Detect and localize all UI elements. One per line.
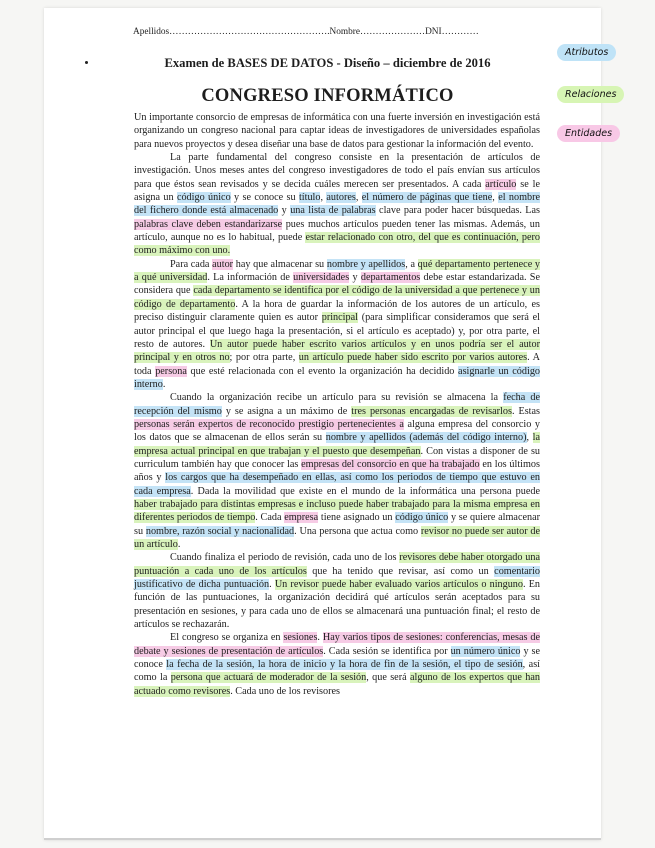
text-run: . Cada uno de los revisores (230, 685, 340, 697)
paragraph (134, 111, 540, 151)
atributo-highlight: asignarle un código interno (134, 365, 541, 390)
paragraph (134, 258, 540, 391)
text-run: que esté relacionada con el evento la organización ha decidido (186, 365, 459, 377)
text-run: , (526, 432, 533, 444)
text-run: El congreso se organiza en (170, 632, 284, 644)
text-run: se le asigna un (134, 178, 541, 204)
text-run: , (355, 192, 362, 204)
atributo-highlight: comentario justificativo de dicha puntuación (134, 565, 540, 591)
atributo-highlight: nombre y apellidos (326, 258, 406, 270)
atributo-highlight: una lista de palabras (290, 205, 376, 217)
student-info-line: Apellidos…………………………………………….Nombre…………………DNI………… (133, 27, 479, 37)
text-run: . (162, 378, 166, 390)
legend-relaciones: Relaciones (557, 86, 624, 103)
text-run: . A toda (134, 352, 541, 377)
atributo-highlight: autores (326, 192, 356, 204)
text-run: , a (405, 258, 418, 270)
entidad-highlight: departamentos (360, 272, 421, 284)
text-run: , (492, 192, 499, 204)
atributo-highlight: código único (176, 192, 231, 204)
text-run: debe estar estandarizada. Se considera que (134, 272, 540, 297)
atributo-highlight: código único (395, 512, 449, 524)
atributo-highlight: fecha de recepción del mismo (134, 392, 541, 417)
page-bottom-edge (44, 838, 601, 840)
entidad-highlight: autor (212, 258, 234, 270)
relacion-highlight: Un revisor puede haber evaluado varios artículos o ninguno (274, 579, 523, 591)
atributo-highlight: el nombre del fichero donde está almacenado (134, 192, 541, 217)
exam-title: Examen de BASES DE DATOS - Diseño – diciembre de 2016 (164, 56, 491, 70)
text-run: . (177, 539, 181, 550)
text-run: en los últimos años y (134, 458, 540, 484)
entidad-highlight: persona (155, 365, 187, 377)
text-run: . Estas (511, 405, 541, 417)
text-run: ; por otra parte, (229, 352, 299, 364)
relacion-highlight: tres personas encargadas de revisarlos (351, 405, 512, 417)
paragraph (134, 151, 540, 258)
text-run: y se asigna a un máximo de (221, 405, 352, 417)
atributo-highlight: nombre, razón social y nacionalidad (145, 525, 295, 537)
text-run: (para simplificar consideramos que será el autor principal el que luego haga la presentación, si el artículo es aceptado) y, por otra parte, el resto de autores. (134, 312, 540, 350)
entidad-highlight: Hay varios tipos de sesiones: conferencias, mesas de debate y sesiones de presentación de artículos (134, 632, 540, 657)
text-run: tiene asignado un (318, 512, 396, 524)
relacion-highlight: alguno de los expertos que han actuado como revisores (134, 672, 540, 697)
atributo-highlight: el número de páginas que tiene (361, 192, 493, 204)
text-run: hay que almacenar su (233, 258, 327, 270)
text-run: . Dada la movilidad que existe en el mundo de la informática una persona puede (190, 485, 540, 497)
relacion-highlight: haber trabajado para distintas empresas e incluso puede haber trabajado para la misma empresa en diferentes periodos de tiempo (134, 498, 540, 524)
relacion-highlight: qué departamento pertenece y a qué universidad (134, 258, 540, 284)
text-run: Cuando finaliza el periodo de revisión, cada uno de los (170, 552, 400, 564)
text-run: . Con vistas a disponer de su curriculum también hay que conocer las (134, 445, 541, 470)
text-run: y se quiere almacenar su (134, 512, 540, 537)
text-run: . Cada sesión se identifica por (323, 645, 451, 657)
main-title: CONGRESO INFORMÁTICO (201, 86, 454, 106)
text-run: y se conoce (134, 645, 540, 671)
paragraph (134, 551, 540, 631)
relacion-highlight: revisores debe haber otorgado una puntuación a cada uno de los artículos (134, 552, 540, 577)
text-run: y se conoce su (230, 192, 299, 204)
text-run: . En función de las puntuaciones, la organización decidirá qué artículos serán aceptados para su presentación en sesiones, y para cada uno de ellos se almacenará una puntuación final; el resto de artículos se rechazarán. (134, 579, 541, 631)
text-run: . A la hora de guardar la información de los autores de un artículo, es preciso distinguir claramente quien es autor (134, 298, 540, 324)
text-run: , (320, 192, 327, 204)
text-run: . (269, 579, 275, 591)
relacion-highlight: persona que actuará de moderador de la sesión (170, 672, 367, 684)
entidad-highlight: sesiones (283, 632, 318, 644)
entidad-highlight: personas serán expertos de reconocido prestigio pertenecientes a (134, 418, 404, 430)
entidad-highlight: empresa (284, 512, 319, 524)
text-run: . Una persona que actua como (294, 525, 421, 537)
relacion-highlight: principal (321, 312, 358, 324)
text-run: . Cada (255, 512, 285, 524)
text-run: pues muchos artículos pueden tener las mismas. Además, un artículo, aunque no es lo habitual, puede (134, 218, 540, 244)
text-run: y (278, 205, 291, 217)
relacion-highlight: revisor no puede ser autor de un artículo (134, 525, 540, 550)
entidad-highlight: empresas del consorcio en que ha trabajado (301, 458, 480, 470)
text-run: clave para poder hacer búsquedas. Las (375, 205, 541, 217)
legend-atributos: Atributos (557, 44, 616, 61)
text-run: , que será (366, 672, 410, 684)
exam-body-text (134, 111, 540, 698)
atributo-highlight: los cargos que ha desempeñado en ellas, así como los periodos de tiempo que estuvo en cada empresa (134, 472, 540, 497)
atributo-highlight: un número único (450, 645, 521, 657)
relacion-highlight: un artículo puede haber sido escrito por varios autores (298, 352, 528, 364)
text-run: La parte fundamental del congreso consiste en la presentación de artículos de investigación. Unos meses antes del congreso investigadores de todo el país envían sus artículos para que éstos sean revisados y se decida cuáles merecen ser presentados. A cada (134, 152, 540, 190)
text-run: , así como la (134, 659, 540, 684)
text-run: . (317, 632, 323, 644)
entidad-highlight: palabras clave deben estandarizarse (134, 218, 283, 230)
relacion-highlight: Un autor puede haber escrito varios artículos y en unos podría ser el autor principal y en otros no (134, 338, 540, 364)
text-run: . La información de (207, 272, 294, 284)
entidad-highlight: universidades (293, 272, 350, 284)
text-run: alguna empresa del consorcio y los datos que se almacenan de ellos serán su (134, 418, 540, 444)
relacion-highlight: estar relacionado con otro, del que es continuación, pero como máximo con uno. (134, 232, 540, 257)
text-run: Para cada (170, 258, 213, 270)
entidad-highlight: artículo (485, 178, 517, 190)
atributo-highlight: título (298, 192, 321, 204)
atributo-highlight: la fecha de la sesión, la hora de inicio y la hora de fin de la sesión, el tipo de sesión (166, 659, 523, 671)
text-run: y (349, 272, 361, 284)
paragraph (134, 631, 540, 698)
paragraph (134, 391, 540, 551)
atributo-highlight: nombre y apellidos (además del código interno) (325, 432, 527, 444)
text-run: Un importante consorcio de empresas de informática con una fuerte inversión en investigación está organizando un congreso nacional para captar ideas de investigadores de universidades españolas para nuevos proyectos y desea diseñar una base de datos para gestionar la información del evento. (134, 112, 540, 150)
text-run: que ha tenido que revisar, así como un (306, 565, 495, 577)
relacion-highlight: cada departamento se identifica por el código de la universidad a que pertenece y un código de departamento (134, 285, 540, 310)
relacion-highlight: la empresa actual principal en que trabajan y el puesto que desempeñan (134, 432, 540, 457)
text-run: Cuando la organización recibe un artículo para su revisión se almacena la (170, 392, 504, 404)
legend-entidades: Entidades (557, 125, 620, 142)
